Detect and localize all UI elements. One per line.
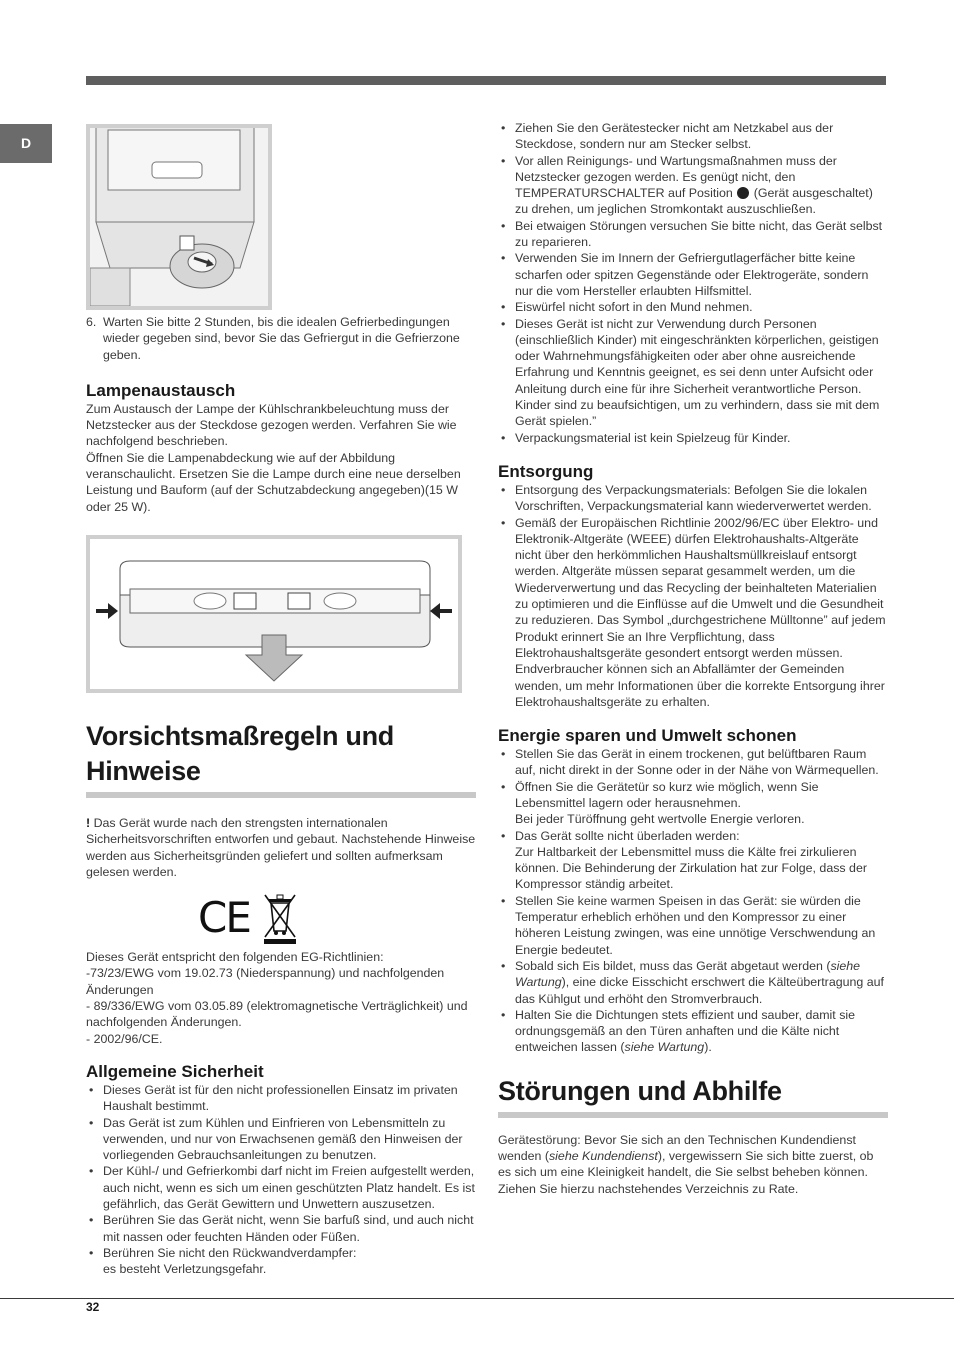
eg-directive-3: - 2002/96/CE. <box>86 1031 163 1046</box>
list-item: • Gemäß der Europäischen Richtlinie 2002/96/EC über Elektro- und Elektronik-Altgeräte (WEEE) dürfen Elektrohaushalts-Altgeräte nicht über den herkömmlichen Haushaltsmüllkreislauf entsorgt werden. Altgeräte müssen separat gesammelt werden, um die Wiederverwertung und das Recycling der beinhalteten Materialien zu optimieren und die Einflüsse auf die Umwelt und die Gesundheit zu reduzieren. Das Symbol „durchgestrichene Mülltonne” auf jedem Produkt erinnert Sie an Ihre Verpflichtung, dass Elektrohaushaltsgeräte gesondert entsorgt werden müssen. Endverbraucher können sich an Abfallämter der Gemeinden wenden, um mehr Informationen über die korrekte Entsorgung ihrer Elektrohaushaltsgeräte zu erhalten. <box>498 515 888 711</box>
step-6: 6. Warten Sie bitte 2 Stunden, bis die idealen Gefrierbedingungen wieder gegeben sind, bevor Sie das Gefriergut in die Gefrierzone geben. <box>86 314 476 363</box>
eg-directive-2: - 89/336/EWG vom 03.05.89 (elektromagnetische Verträglichkeit) und nachfolgenden Änderungen. <box>86 999 468 1030</box>
precautions-heading: Vorsichtsmaßregeln und Hinweise <box>86 720 394 786</box>
list-item: • Entsorgung des Verpackungsmaterials: Befolgen Sie die lokalen Vorschriften, Verpackungsmaterial kann wiederverwertet werden. <box>498 482 888 515</box>
list-item: • Stellen Sie keine warmen Speisen in das Gerät: sie würden die Temperatur erheblich erhöhen und den Kompressor zu einer höheren Leistung zwingen, was eine unnötige Verschwendung an Energie bedeutet. <box>498 893 888 958</box>
energy-list <box>498 746 888 1056</box>
disposal-list <box>498 482 888 710</box>
conformity-marks <box>86 887 476 949</box>
right-column <box>498 120 888 1197</box>
freezer-drain-illustration <box>86 124 272 310</box>
list-item: • Sobald sich Eis bildet, muss das Gerät abgetaut werden (siehe Wartung), eine dicke Eisschicht erschwert die Kälteübertragung auf das Kühlgut und erhöht den Stromverbrauch. <box>498 958 888 1007</box>
list-item: • Verwenden Sie im Innern der Gefriergutlagerfächer bitte keine scharfen oder spitzen Gegenstände oder Elektrogeräte, sondern nur die vom Hersteller erlaubten Hilfsmittel. <box>498 250 888 299</box>
lamp-cover-illustration <box>86 535 462 693</box>
freezer-drain-icon <box>90 128 268 306</box>
safety-list <box>86 1082 476 1278</box>
list-item: • Verpackungsmaterial ist kein Spielzeug für Kinder. <box>498 430 888 446</box>
step-6-text: Warten Sie bitte 2 Stunden, bis die idealen Gefrierbedingungen wieder gegeben sind, bevor Sie das Gefriergut in die Gefrierzone geben. <box>103 315 460 362</box>
list-item: • Stellen Sie das Gerät in einem trockenen, gut belüftbaren Raum auf, nicht direkt in der Sonne oder in der Nähe von Wärmequellen. <box>498 746 888 779</box>
list-item: • Dieses Gerät ist für den nicht professionellen Einsatz im privaten Haushalt bestimmt. <box>86 1082 476 1115</box>
page-number: 32 <box>86 1300 100 1314</box>
troubleshoot-heading-rule <box>498 1112 888 1118</box>
list-item: • Vor allen Reinigungs- und Wartungsmaßnahmen muss der Netzstecker gezogen werden. Es genügt nicht, den TEMPERATURSCHALTER auf Position (Gerät ausgeschaltet) zu drehen, um jeglichen Stromkontakt auszuschließen. <box>498 153 888 218</box>
footer-rule <box>0 1298 954 1299</box>
list-item: • Bei etwaigen Störungen versuchen Sie bitte nicht, das Gerät selbst zu reparieren. <box>498 218 888 251</box>
troubleshoot-heading: Störungen und Abhilfe <box>498 1075 782 1106</box>
list-item: • Das Gerät sollte nicht überladen werden: Zur Haltbarkeit der Lebensmittel muss die Kälte frei zirkulieren können. Die Behinderung der Zirkulation hat zur Folge, dass der Kompressor ständig arbeitet. <box>498 828 888 893</box>
lamp-paragraph-2: Öffnen Sie die Lampenabdeckung wie auf der Abbildung veranschaulicht. Ersetzen Sie die Lampe durch eine neue derselben Leistung und Bauform (auf der Schutzabdeckung angegeben)(15 W oder 25 W). <box>86 450 461 514</box>
safety-heading: Allgemeine Sicherheit <box>86 1061 264 1081</box>
precautions-heading-rule <box>86 792 476 798</box>
lamp-paragraph-1: Zum Austausch der Lampe der Kühlschrankbeleuchtung muss der Netzstecker aus der Steckdose gezogen werden. Verfahren Sie wie nachfolgend beschrieben. <box>86 401 457 449</box>
list-item: • Berühren Sie das Gerät nicht, wenn Sie barfuß sind, und auch nicht mit nassen oder feuchten Händen oder Füßen. <box>86 1212 476 1245</box>
list-item: • Berühren Sie nicht den Rückwandverdampfer: es besteht Verletzungsgefahr. <box>86 1245 476 1278</box>
lamp-heading: Lampenaustausch <box>86 380 236 400</box>
language-tab: D <box>0 124 52 163</box>
list-item: • Das Gerät ist zum Kühlen und Einfrieren von Lebensmitteln zu verwenden, und nur von Erwachsenen gemäß den Hinweisen der vorliegenden Gebrauchsanleitungen zu benutzen. <box>86 1115 476 1164</box>
eg-intro: Dieses Gerät entspricht den folgenden EG-Richtlinien: <box>86 950 384 965</box>
list-item: • Halten Sie die Dichtungen stets effizient und sauber, damit sie ordnungsgemäß an den Türen anhaften und die Kälte nicht entweichen lassen (siehe Wartung). <box>498 1007 888 1056</box>
troubleshoot-paragraph: Gerätestörung: Bevor Sie sich an den Technischen Kundendienst wenden (siehe Kundendienst), vergewissern Sie sich bitte zuerst, ob es sich um eine Kleinigkeit handelt, die Sie selbst beheben können. Ziehen Sie hierzu nachstehendes Verzeichnis zu Rate. <box>498 1132 874 1196</box>
left-column <box>86 124 476 1278</box>
list-item: • Eiswürfel nicht sofort in den Mund nehmen. <box>498 299 888 315</box>
safety-list-continued <box>498 120 888 446</box>
list-item: • Dieses Gerät ist nicht zur Verwendung durch Personen (einschließlich Kinder) mit eingeschränkten körperlichen, geistigen oder Wahrnehmungsfähigkeiten oder aber ohne ausreichende Erfahrung und Kenntnis geeignet, es sei denn unter Aufsicht oder Anleitung durch eine für ihre Sicherheit verantwortliche Person. Kinder sind zu beaufsichtigen, um zu verhindern, dass sie mit dem Gerät spielen.” <box>498 316 888 430</box>
warning-paragraph: ! Das Gerät wurde nach den strengsten internationalen Sicherheitsvorschriften entworfen und gebaut. Nachstehende Hinweise werden aus Sicherheitsgründen geliefert und sollten aufmerksam gelesen werden. <box>86 815 476 879</box>
energy-heading: Energie sparen und Umwelt schonen <box>498 726 797 746</box>
lamp-cover-icon <box>90 539 458 689</box>
ce-mark: CE <box>198 893 250 943</box>
list-item: • Ziehen Sie den Gerätestecker nicht am Netzkabel aus der Steckdose, sondern nur am Stecker selbst. <box>498 120 888 153</box>
list-item: • Der Kühl-/ und Gefrierkombi darf nicht im Freien aufgestellt werden, auch nicht, wenn es sich um einen geschützten Platz handelt. Es ist gefährlich, das Gerät Gewittern und Unwettern auszusetzen. <box>86 1163 476 1212</box>
disposal-heading: Entsorgung <box>498 461 594 481</box>
crossed-bin-icon <box>262 891 298 945</box>
list-item: • Öffnen Sie die Gerätetür so kurz wie möglich, wenn Sie Lebensmittel lagern oder herausnehmen. Bei jeder Türöffnung geht wertvolle Energie verloren. <box>498 779 888 828</box>
eg-directive-1: -73/23/EWG vom 19.02.73 (Niederspannung) und nachfolgenden Änderungen <box>86 966 445 997</box>
warning-icon: ! <box>86 815 91 830</box>
header-rule <box>86 76 886 85</box>
off-position-icon <box>737 187 749 199</box>
